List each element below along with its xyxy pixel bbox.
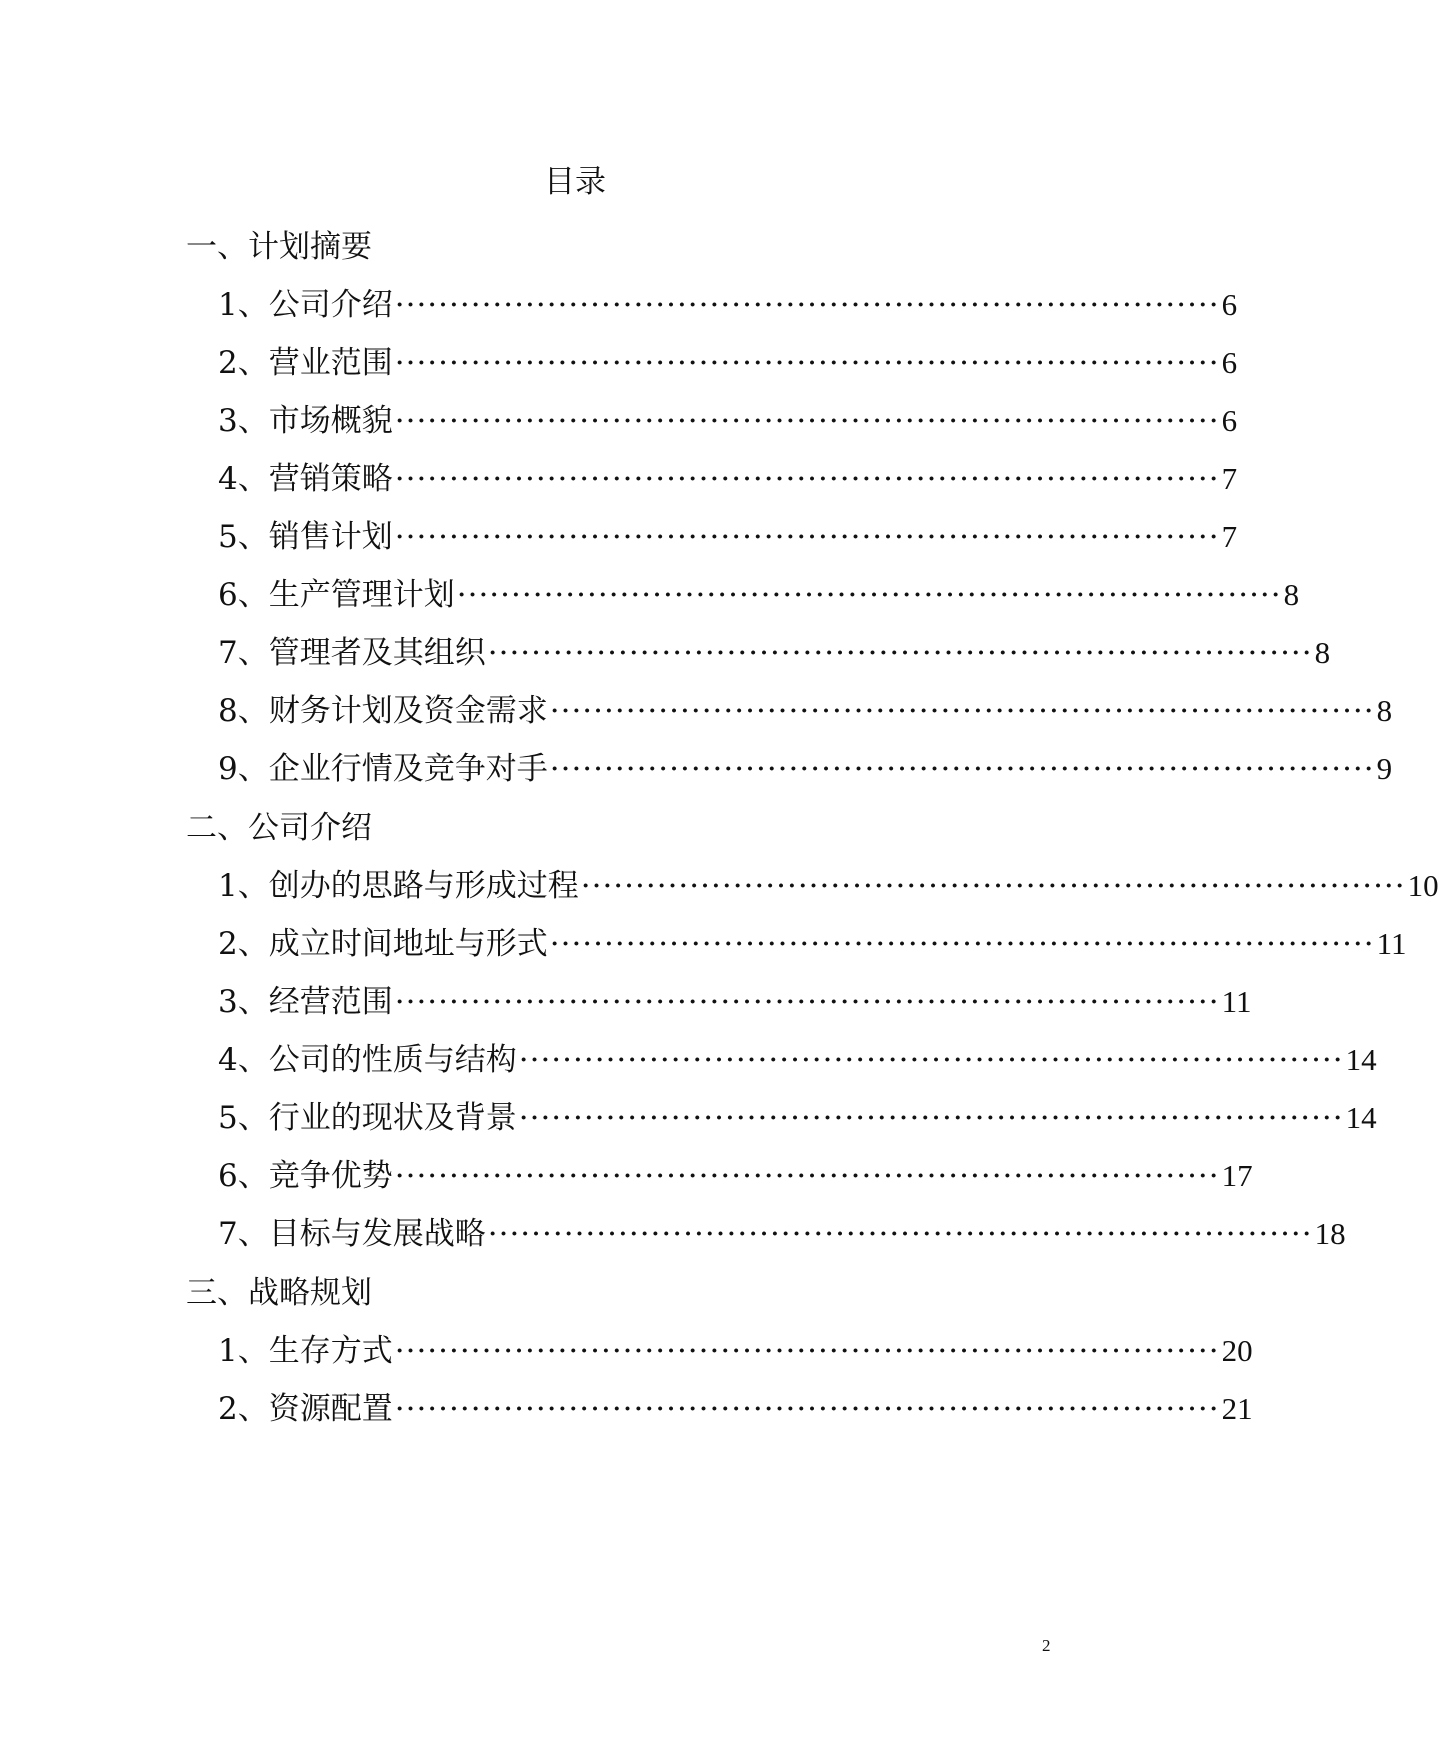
toc-section-heading: 三、战略规划 bbox=[186, 1275, 372, 1311]
toc-dot-leader: ············································································ bbox=[487, 1216, 1313, 1252]
toc-dot-leader: ············································································ bbox=[487, 635, 1313, 671]
page-title: 目录 bbox=[544, 164, 606, 200]
toc-entry-page: 8 bbox=[1376, 693, 1393, 728]
toc-entry-label: 2、成立时间地址与形式 bbox=[218, 926, 548, 962]
toc-entry[interactable] bbox=[218, 1156, 1253, 1196]
toc-dot-leader: ············································································ bbox=[394, 345, 1220, 381]
toc-entry-label: 9、企业行情及竞争对手 bbox=[218, 751, 548, 787]
toc-entry-page: 21 bbox=[1221, 1391, 1253, 1426]
toc-entry[interactable] bbox=[218, 924, 1407, 964]
toc-entry[interactable] bbox=[218, 866, 1439, 906]
toc-entry-page: 20 bbox=[1221, 1333, 1253, 1368]
toc-dot-leader: ············································································ bbox=[518, 1100, 1344, 1136]
toc-entry-label: 3、经营范围 bbox=[218, 984, 393, 1020]
toc-entry-page: 6 bbox=[1221, 345, 1238, 380]
toc-entry-label: 4、营销策略 bbox=[218, 461, 393, 497]
toc-entry-label: 2、资源配置 bbox=[218, 1391, 393, 1427]
toc-entry[interactable] bbox=[218, 633, 1331, 673]
toc-entry-page: 10 bbox=[1407, 868, 1439, 903]
toc-entry[interactable] bbox=[218, 1389, 1253, 1429]
toc-dot-leader: ············································································ bbox=[580, 868, 1406, 904]
toc-entry-page: 14 bbox=[1345, 1100, 1377, 1135]
toc-entry[interactable] bbox=[218, 1040, 1377, 1080]
toc-entry[interactable] bbox=[218, 343, 1238, 383]
toc-entry-page: 6 bbox=[1221, 403, 1238, 438]
toc-dot-leader: ············································································ bbox=[394, 287, 1220, 323]
toc-section-heading: 二、公司介绍 bbox=[186, 810, 372, 846]
toc-dot-leader: ············································································ bbox=[394, 519, 1220, 555]
toc-entry-page: 14 bbox=[1345, 1042, 1377, 1077]
toc-entry-label: 5、行业的现状及背景 bbox=[218, 1100, 517, 1136]
toc-entry[interactable] bbox=[218, 1214, 1346, 1254]
toc-entry[interactable] bbox=[218, 982, 1252, 1022]
toc-dot-leader: ············································································ bbox=[549, 751, 1375, 787]
toc-entry[interactable] bbox=[218, 1331, 1253, 1371]
toc-dot-leader: ············································································ bbox=[549, 926, 1375, 962]
toc-dot-leader: ············································································ bbox=[394, 984, 1220, 1020]
toc-dot-leader: ············································································ bbox=[549, 693, 1375, 729]
toc-entry-label: 5、销售计划 bbox=[218, 519, 393, 555]
toc-entry[interactable] bbox=[218, 285, 1238, 325]
toc-dot-leader: ············································································ bbox=[394, 1333, 1220, 1369]
toc-entry[interactable] bbox=[218, 401, 1238, 441]
toc-dot-leader: ············································································ bbox=[456, 577, 1282, 613]
toc-dot-leader: ············································································ bbox=[394, 403, 1220, 439]
toc-entry-page: 7 bbox=[1221, 461, 1238, 496]
toc-entry-label: 4、公司的性质与结构 bbox=[218, 1042, 517, 1078]
toc-entry-label: 2、营业范围 bbox=[218, 345, 393, 381]
toc-dot-leader: ············································································ bbox=[394, 461, 1220, 497]
toc-entry-label: 6、生产管理计划 bbox=[218, 577, 455, 613]
toc-entry-label: 7、管理者及其组织 bbox=[218, 635, 486, 671]
toc-entry-page: 11 bbox=[1376, 926, 1407, 961]
toc-entry-label: 3、市场概貌 bbox=[218, 403, 393, 439]
toc-entry-page: 8 bbox=[1314, 635, 1331, 670]
toc-entry-page: 7 bbox=[1221, 519, 1238, 554]
toc-entry-page: 17 bbox=[1221, 1158, 1253, 1193]
toc-entry-label: 6、竞争优势 bbox=[218, 1158, 393, 1194]
toc-entry-page: 6 bbox=[1221, 287, 1238, 322]
toc-dot-leader: ············································································ bbox=[518, 1042, 1344, 1078]
toc-entry[interactable] bbox=[218, 459, 1238, 499]
toc-section-heading: 一、计划摘要 bbox=[186, 229, 372, 265]
toc-entry-label: 8、财务计划及资金需求 bbox=[218, 693, 548, 729]
toc-entry-label: 1、生存方式 bbox=[218, 1333, 393, 1369]
toc-entry[interactable] bbox=[218, 1098, 1377, 1138]
toc-entry-label: 1、公司介绍 bbox=[218, 287, 393, 323]
toc-entry-label: 1、创办的思路与形成过程 bbox=[218, 868, 579, 904]
toc-entry[interactable] bbox=[218, 575, 1300, 615]
toc-entry[interactable] bbox=[218, 749, 1393, 789]
toc-entry[interactable] bbox=[218, 691, 1393, 731]
toc-entry-page: 18 bbox=[1314, 1216, 1346, 1251]
toc-dot-leader: ············································································ bbox=[394, 1158, 1220, 1194]
toc-entry[interactable] bbox=[218, 517, 1238, 557]
toc-entry-page: 8 bbox=[1283, 577, 1300, 612]
page-number: 2 bbox=[1042, 1636, 1051, 1655]
toc-entry-label: 7、目标与发展战略 bbox=[218, 1216, 486, 1252]
toc-entry-page: 9 bbox=[1376, 751, 1393, 786]
toc-dot-leader: ············································································ bbox=[394, 1391, 1220, 1427]
toc-entry-page: 11 bbox=[1221, 984, 1252, 1019]
